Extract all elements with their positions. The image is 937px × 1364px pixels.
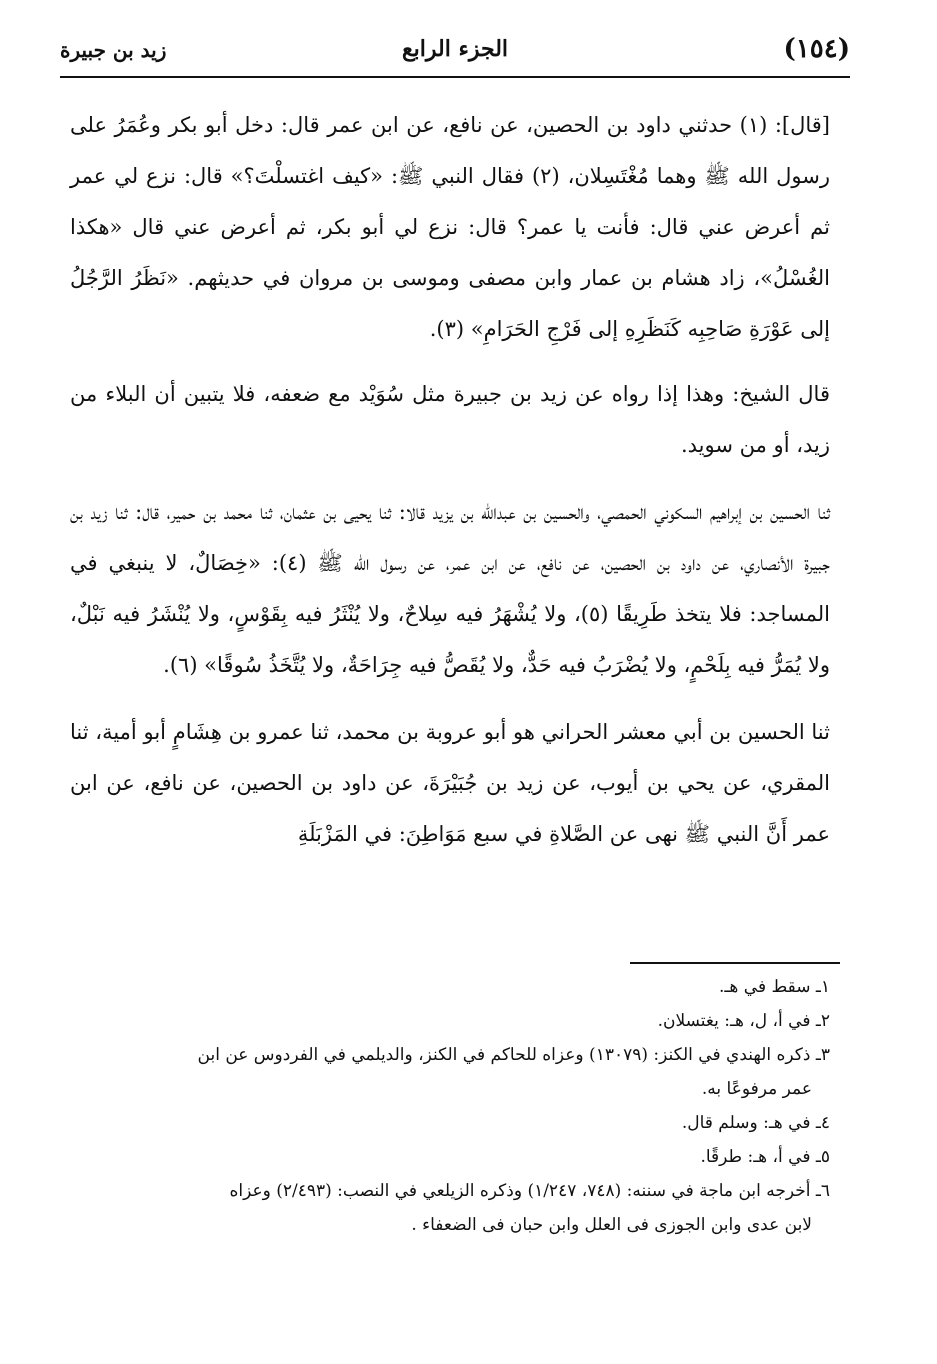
page-number: (١٥٤) <box>783 34 850 64</box>
footnote-6: ٦ـ أخرجه ابن ماجة في سننه: (٧٤٨، ١/٢٤٧) وذكره الزيلعي في النصب: (٢/٤٩٣) وعزاه <box>229 1181 830 1201</box>
footnote-divider <box>630 962 840 964</box>
footnote-4: ٤ـ في هـ: وسلم قال. <box>681 1113 830 1133</box>
main-text <box>70 100 830 860</box>
page-header <box>60 28 850 72</box>
footnote-6-continued: لابن عدى وابن الجوزى فى العلل وابن حبان فى الضعفاء . <box>411 1215 812 1235</box>
header-divider <box>60 76 850 78</box>
paragraph-4: ثنا الحسين بن أبي معشر الحراني هو أبو عروبة بن محمد، ثنا عمرو بن هِشَامٍ أبو أمية، ثنا المقري، عن يحي بن أيوب، عن زيد بن جُبَيْرَةَ، عن داود بن الحصين، عن نافع، عن ابن عمر أَنَّ النبي ﷺ نهى عن الصَّلاةِ في سبع مَوَاطِنَ: في المَزْبَلَةِ <box>70 720 830 846</box>
paragraph-2: قال الشيخ: وهذا إذا رواه عن زيد بن جبيرة مثل سُوَيْد مع ضعفه، فلا يتبين أن البلاء من زيد، أو من سويد. <box>70 382 830 457</box>
volume-title: الجزء الرابع <box>401 36 509 62</box>
footnote-5: ٥ـ في أ، هـ: طرقًا. <box>700 1147 830 1167</box>
paragraph-1: [قال]: (١) حدثني داود بن الحصين، عن نافع، عن ابن عمر قال: دخل أبو بكر وعُمَرُ على رسول الله ﷺ وهما مُغْتَسِلان، (٢) فقال النبي ﷺ: «كيف اغتسلْتَ؟» قال: نزع لي عمر ثم أعرض عني قال: فأنت يا عمر؟ قال: نزع لي أبو بكر، ثم أعرض عني قال «هكذا الغُسْلُ»، زاد هشام بن عمار وابن مصفى وموسى بن مروان في حديثهم. «نَظَرُ الرَّجُلُ إلى عَوْرَةِ صَاحِبِه كَنَظَرِهِ إلى فَرْجِ الحَرَامِ» (٣). <box>70 113 830 341</box>
footnotes <box>70 970 830 1242</box>
footnote-3: ٣ـ ذكره الهندي في الكنز: (١٣٠٧٩) وعزاه للحاكم في الكنز، والديلمي في الفردوس عن ابن <box>197 1045 830 1065</box>
narrator-title: زيد بن جبيرة <box>60 38 167 62</box>
paragraph-3: ثنا الحسين بن إبراهيم السكوني الحمصي، والحسين بن عبدالله بن يزيد قالا: ثنا يحيى بن عثمان، ثنا محمد بن حمير، قال: ثنا زيد بن جبيرة الأنصاري، عن داود بن الحصين، عن نافع، عن ابن عمر، عن رسول الله ﷺ (٤): «خِصَالٌ، لا ينبغي في المساجد: فلا يتخذ طَرِيقًا (٥)، ولا يُشْهَرُ فيه سِلاحٌ، ولا يُنْثَرُ فيه بِقَوْسٍ، ولا يُنْشَرُ فيه نَبْلٌ، ولا يُمَرُّ فيه بِلَحْمٍ، ولا يُضْرَبُ فيه حَدٌّ، ولا يُقَصُّ فيه جِرَاحَةٌ، ولا يُتَّخَذُ سُوقًا» (٦). <box>70 500 831 677</box>
footnote-2: ٢ـ في أ، ل، هـ: يغتسلان. <box>657 1011 830 1031</box>
footnote-1: ١ـ سقط في هـ. <box>719 977 830 997</box>
footnote-3-continued: عمر مرفوعًا به. <box>701 1079 812 1099</box>
